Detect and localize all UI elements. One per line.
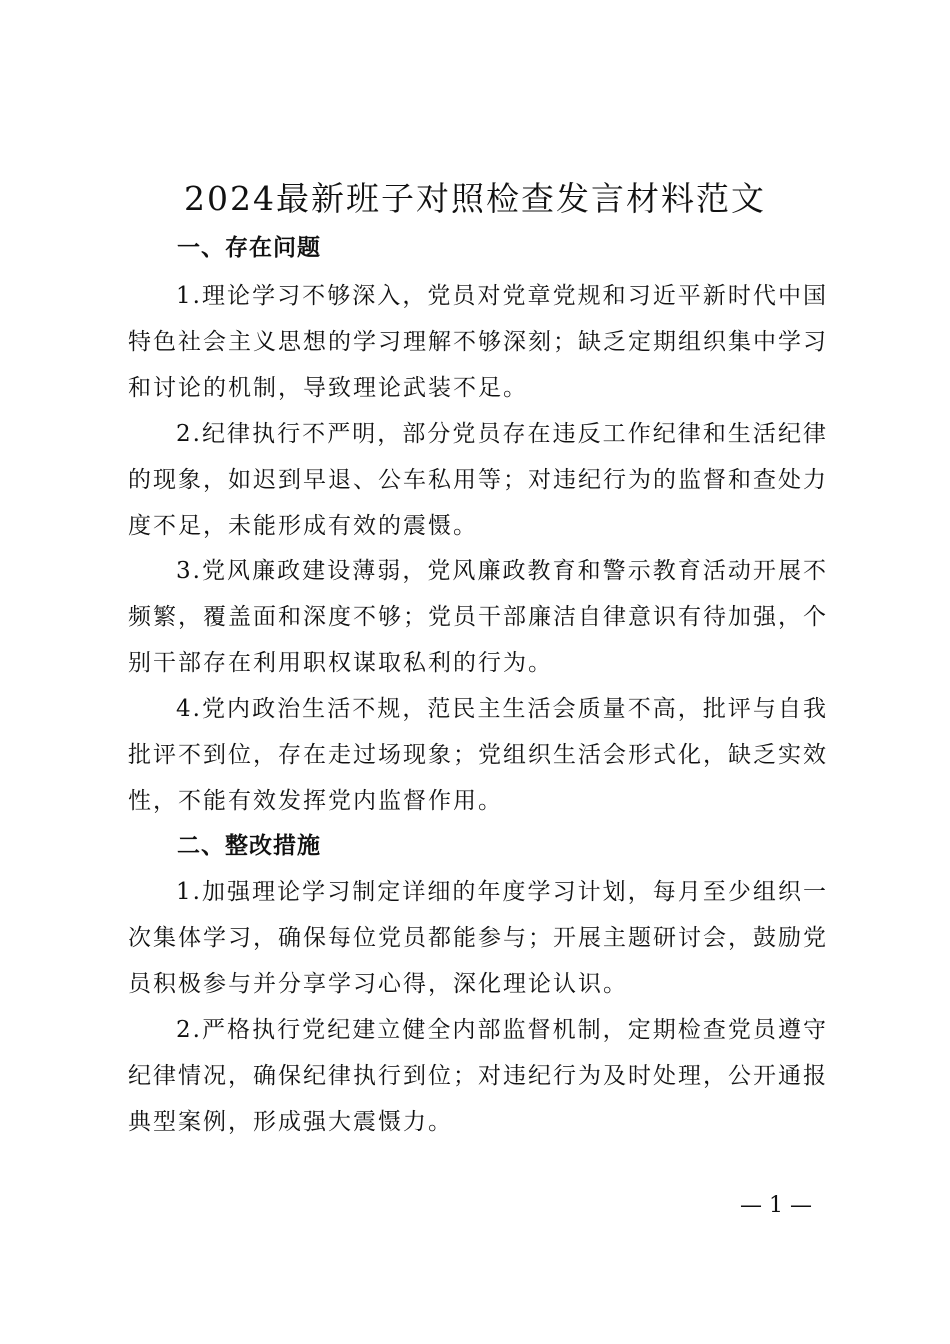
- paragraph-problem-2: 2.纪律执行不严明，部分党员存在违反工作纪律和生活纪律的现象，如迟到早退、公车私用等；对违纪行为的监督和查处力度不足，未能形成有效的震慑。: [128, 421, 828, 539]
- page-number: — 1 —: [740, 1193, 812, 1218]
- paragraph-problem-1: 1.理论学习不够深入，党员对党章党规和习近平新时代中国特色社会主义思想的学习理解不够深刻；缺乏定期组织集中学习和讨论的机制，导致理论武装不足。: [128, 283, 828, 401]
- paragraph-problem-4: 4.党内政治生活不规，范民主生活会质量不高，批评与自我批评不到位，存在走过场现象；党组织生活会形式化，缺乏实效性，不能有效发挥党内监督作用。: [128, 696, 828, 814]
- document-title: 2024最新班子对照检查发言材料范文: [184, 179, 766, 218]
- paragraph-measure-1: 1.加强理论学习制定详细的年度学习计划，每月至少组织一次集体学习，确保每位党员都能参与；开展主题研讨会，鼓励党员积极参与并分享学习心得，深化理论认识。: [128, 879, 828, 997]
- section-heading-measures: 二、整改措施: [177, 833, 321, 859]
- section-heading-problems: 一、存在问题: [177, 235, 321, 261]
- paragraph-measure-2: 2.严格执行党纪建立健全内部监督机制，定期检查党员遵守纪律情况，确保纪律执行到位；对违纪行为及时处理，公开通报典型案例，形成强大震慑力。: [128, 1017, 828, 1135]
- paragraph-problem-3: 3.党风廉政建设薄弱，党风廉政教育和警示教育活动开展不频繁，覆盖面和深度不够；党员干部廉洁自律意识有待加强，个别干部存在利用职权谋取私利的行为。: [128, 558, 828, 676]
